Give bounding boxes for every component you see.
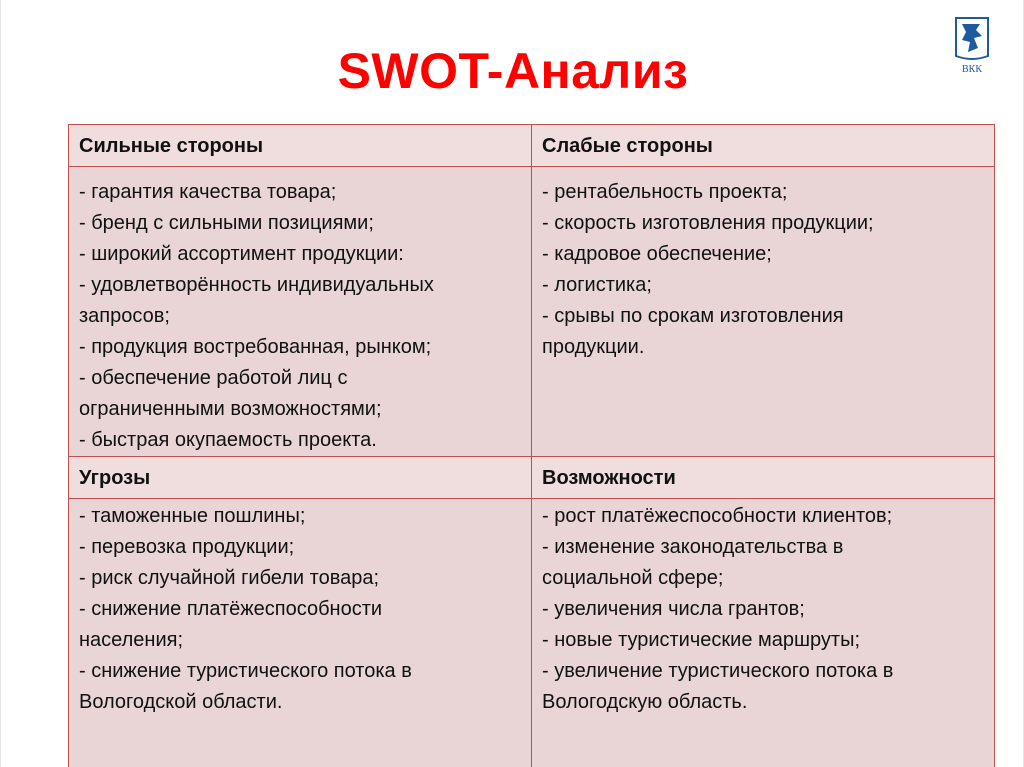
header-row-top [69, 125, 995, 167]
opportunities-item: - увеличение туристического потока в [542, 660, 894, 682]
threats-item: - снижение платёжеспособности [79, 598, 383, 620]
strengths-item: - продукция востребованная, рынком; [79, 336, 432, 358]
body-row-bottom [69, 499, 995, 767]
weaknesses-item: - логистика; [542, 274, 652, 296]
opportunities-item: - изменение законодательства в [542, 536, 844, 558]
weaknesses-header: Слабые стороны [532, 125, 995, 167]
threats-item: - снижение туристического потока в [79, 660, 412, 682]
slide-title: SWOT-Анализ [337, 43, 689, 99]
opportunities-item: - увеличения числа грантов; [542, 598, 805, 620]
strengths-item: - широкий ассортимент продукции: [79, 243, 404, 265]
weaknesses-item: продукции. [542, 336, 645, 358]
threats-cell [69, 499, 532, 767]
strengths-item: - бренд с сильными позициями; [79, 212, 374, 234]
threats-item: Вологодской области. [79, 691, 283, 713]
strengths-item: - гарантия качества товара; [79, 181, 337, 203]
strengths-item: запросов; [79, 305, 170, 327]
opportunities-cell [532, 499, 995, 767]
strengths-item: - обеспечение работой лиц с [79, 367, 348, 389]
threats-item: - риск случайной гибели товара; [79, 567, 380, 589]
strengths-item: - удовлетворённость индивидуальных [79, 274, 434, 296]
threats-item: - таможенные пошлины; [79, 505, 306, 527]
strengths-item: - быстрая окупаемость проекта. [79, 429, 377, 451]
opportunities-item: - рост платёжеспособности клиентов; [542, 505, 893, 527]
opportunities-item: социальной сфере; [542, 567, 724, 589]
weaknesses-item: - рентабельность проекта; [542, 181, 788, 203]
header-row-bottom [69, 457, 995, 499]
logo-figure-icon [962, 24, 982, 52]
opportunities-item: Вологодскую область. [542, 691, 748, 713]
threats-header: Угрозы [69, 457, 532, 499]
threats-item: населения; [79, 629, 184, 651]
weaknesses-item: - скорость изготовления продукции; [542, 212, 874, 234]
strengths-cell [69, 167, 532, 457]
vkk-logo [952, 16, 992, 76]
threats-item: - перевозка продукции; [79, 536, 295, 558]
opportunities-item: - новые туристические маршруты; [542, 629, 861, 651]
weaknesses-cell [532, 167, 995, 457]
weaknesses-item: - кадровое обеспечение; [542, 243, 772, 265]
opportunities-header: Возможности [532, 457, 995, 499]
weaknesses-item: - срывы по срокам изготовления [542, 305, 844, 327]
strengths-item: ограниченными возможностями; [79, 398, 382, 420]
body-row-top [69, 167, 995, 457]
swot-table [68, 124, 995, 767]
logo-text: ВКК [961, 64, 983, 75]
strengths-header: Сильные стороны [69, 125, 532, 167]
